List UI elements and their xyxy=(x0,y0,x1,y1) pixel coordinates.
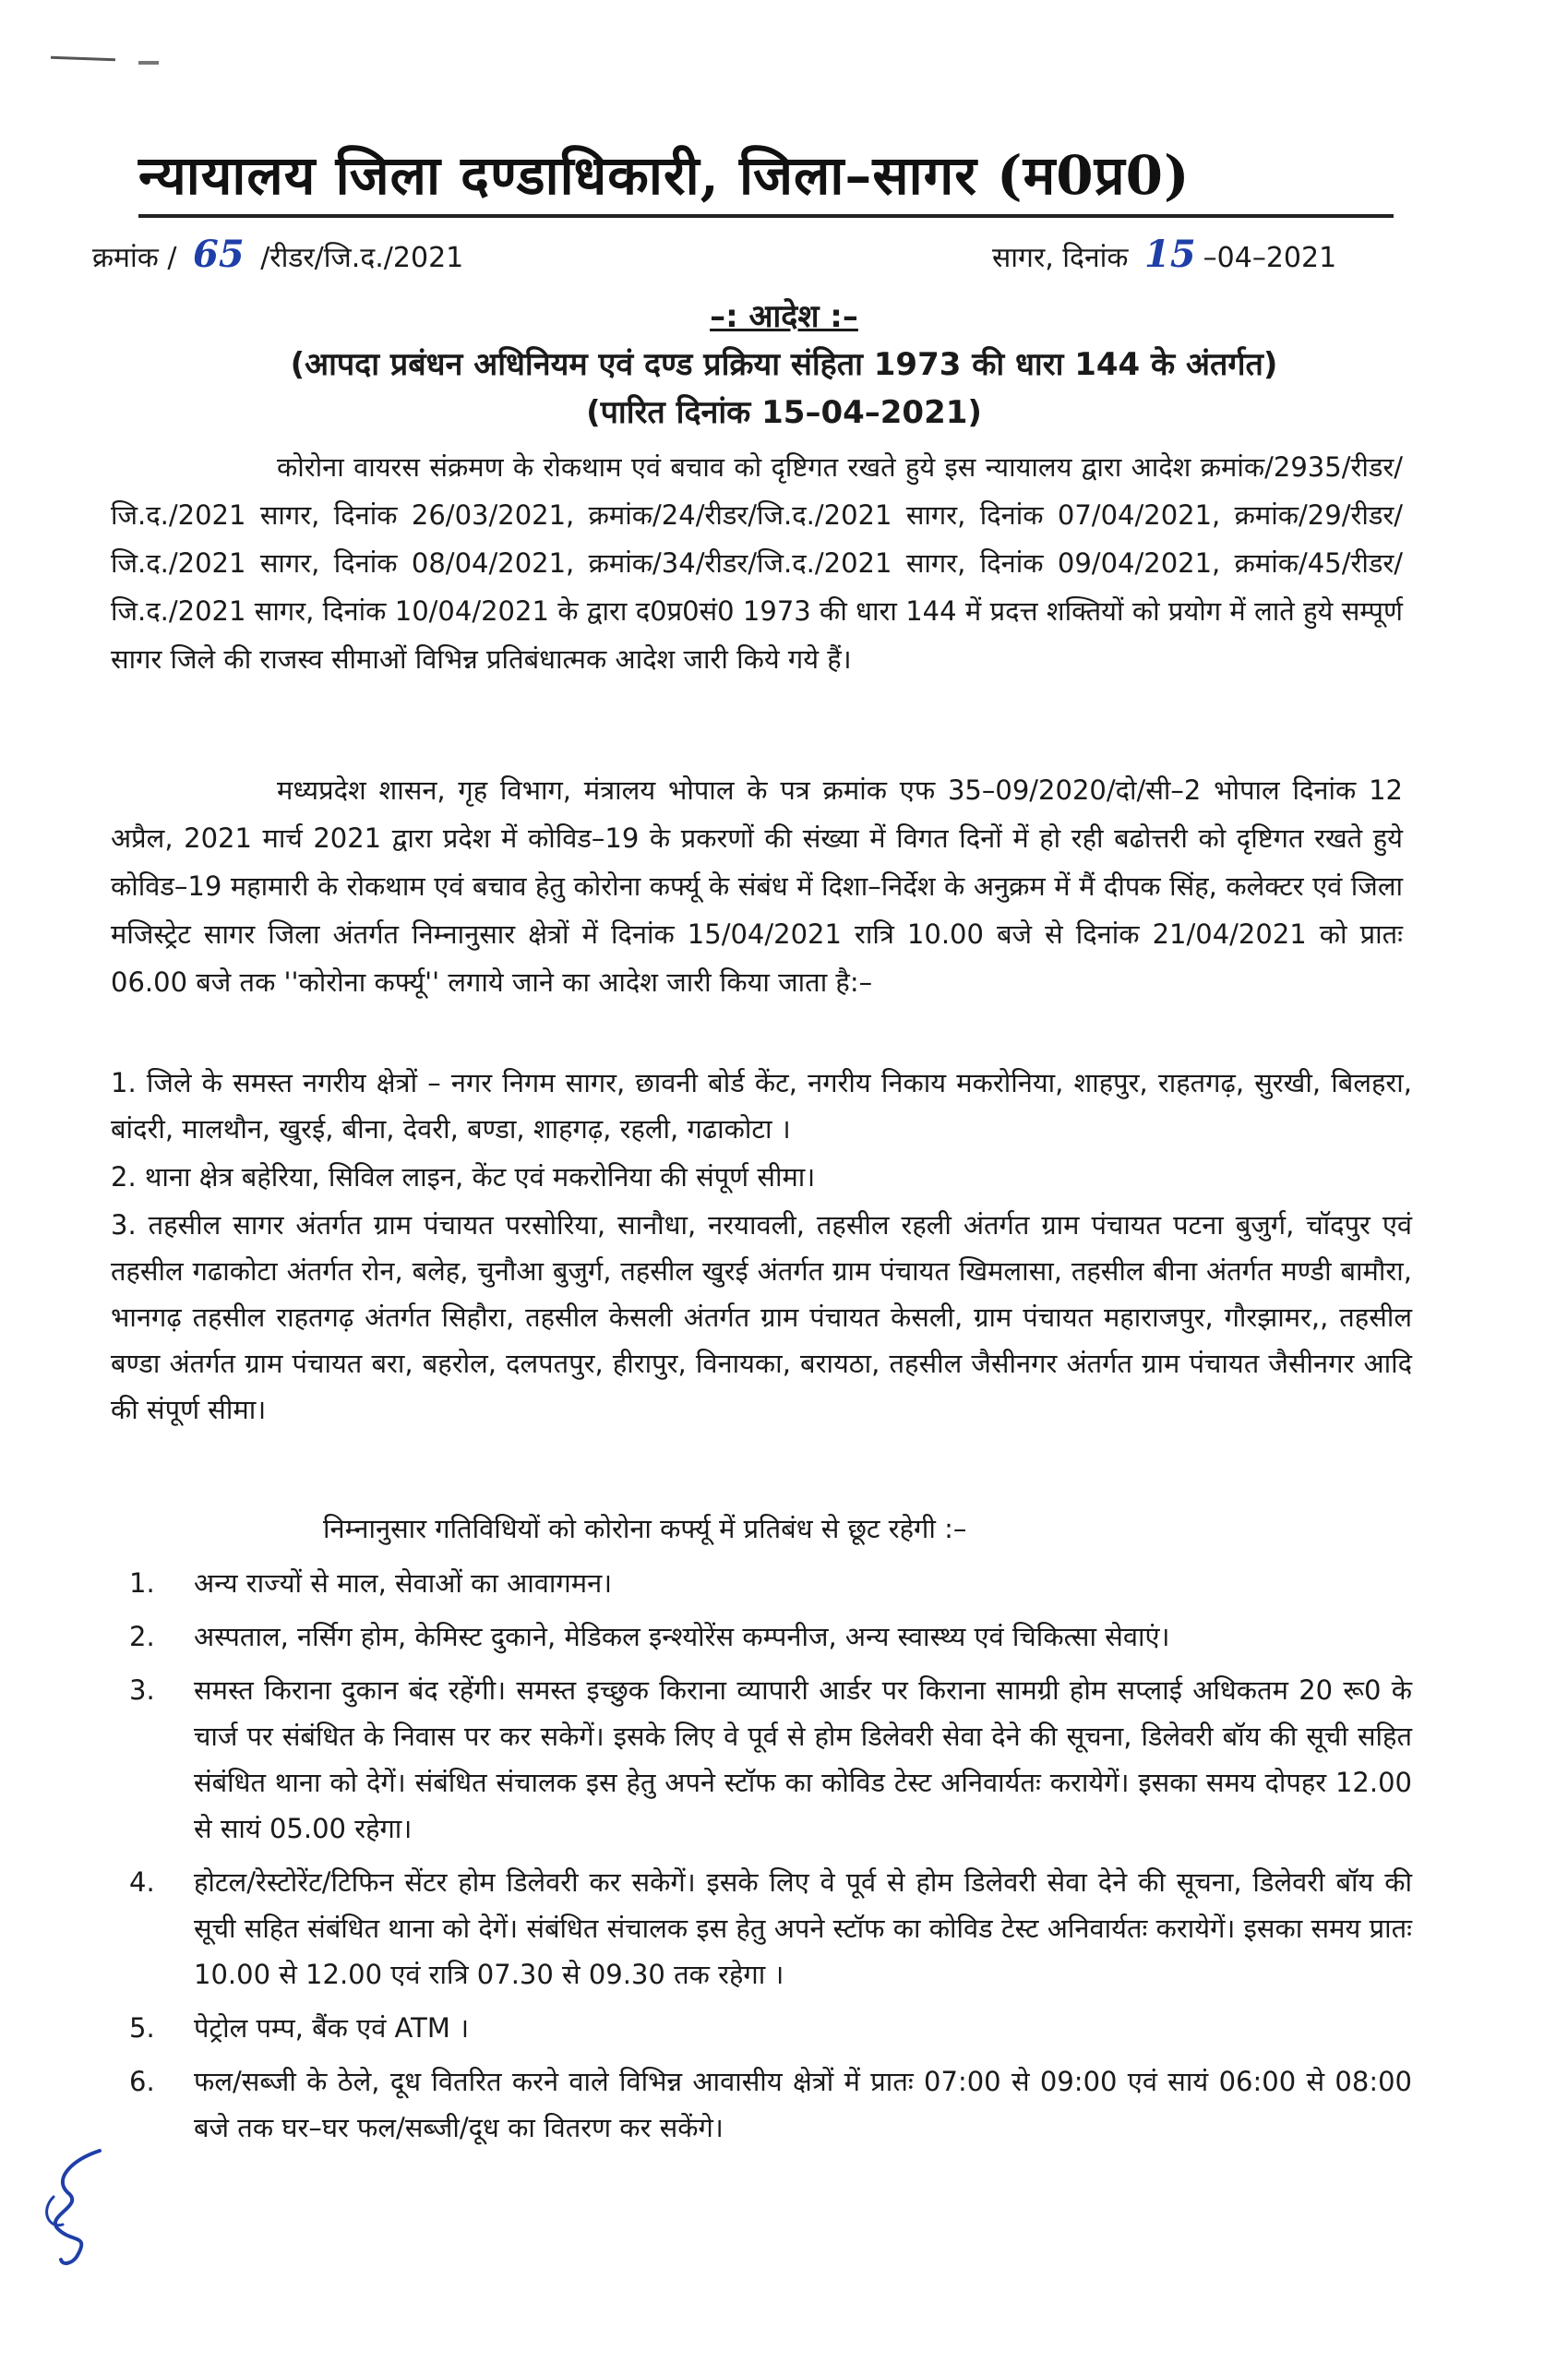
order-subheading: (आपदा प्रबंधन अधिनियम एवं दण्ड प्रक्रिया संहिता 1973 की धारा 144 के अंतर्गत) xyxy=(290,346,1278,383)
ref-prefix: क्रमांक / xyxy=(92,242,177,274)
list-item: 1. जिले के समस्त नगरीय क्षेत्रों – नगर निगम सागर, छावनी बोर्ड केंट, नगरीय निकाय मकरोनिया, शाहपुर, राहतगढ़, सुरखी, बिलहरा, बांदरी, मालथौन, खुरई, बीना, देवरी, बण्डा, शाहगढ़, रहली, गढाकोटा । xyxy=(111,1067,1412,1145)
exemption-intro: निम्नानुसार गतिविधियों को कोरोना कर्फ्यू में प्रतिबंध से छूट रहेगी :– xyxy=(323,1513,967,1544)
list-item: 4. होटल/रेस्टोरेंट/टिफिन सेंटर होम डिलेवरी कर सकेगें। इसके लिए वे पूर्व से होम डिलेवरी सेवा देने की सूचना, डिलेवरी बॉय की सूची सहित संबंधित थाना को देगें। संबंधित संचालक इस हेतु अपने स्टॉफ का कोविड टेस्ट अनिवार्यतः करायेगें। इसका समय प्रातः 10.00 से 12.00 एवं रात्रि 07.30 से 09.30 तक रहेगा । xyxy=(129,1866,1412,1990)
list-item: 2. अस्पताल, नर्सिग होम, केमिस्ट दुकाने, मेडिकल इन्श्योरेंस कम्पनीज, अन्य स्वास्थ्य एवं चिकित्सा सेवाएं। xyxy=(129,1621,1170,1652)
handwritten-signature xyxy=(35,2141,118,2271)
ref-suffix: /रीडर/जि.द./2021 xyxy=(260,242,464,274)
paragraph-curfew-order: मध्यप्रदेश शासन, गृह विभाग, मंत्रालय भोपाल के पत्र क्रमांक एफ 35–09/2020/दो/सी–2 भोपाल दिनांक 12 अप्रैल, 2021 मार्च 2021 द्वारा प्रदेश में कोविड–19 के प्रकरणों की संख्या में विगत दिनों में हो रही बढोत्तरी को दृष्टिगत रखते हुये कोविड–19 महामारी के रोकथाम एवं बचाव हेतु कोरोना कर्फ्यू के संबंध में दिशा–निर्देश के अनुक्रम में मैं दीपक सिंह, कलेक्टर एवं जिला मजिस्ट्रेट सागर जिला अंतर्गत निम्नानुसार क्षेत्रों में दिनांक 15/04/2021 रात्रि 10.00 बजे से दिनांक 21/04/2021 को प्रातः 06.00 बजे तक ''कोरोना कर्फ्यू'' लगाये जाने का आदेश जारी किया जाता है:– xyxy=(111,774,1403,998)
title-underline xyxy=(138,214,1394,218)
list-item: 3. तहसील सागर अंतर्गत ग्राम पंचायत परसोरिया, सानौधा, नरयावली, तहसील रहली अंतर्गत ग्राम पंचायत पटना बुजुर्ग, चॉदपुर एवं तहसील गढाकोटा अंतर्गत रोन, बलेह, चुनौआ बुजुर्ग, तहसील खुरई अंतर्गत ग्राम पंचायत खिमलासा, तहसील बीना अंतर्गत मण्डी बामौरा, भानगढ़ तहसील राहतगढ़ अंतर्गत सिहौरा, तहसील केसली अंतर्गत ग्राम पंचायत केसली, ग्राम पंचायत महाराजपुर, गौरझामर,, तहसील बण्डा अंतर्गत ग्राम पंचायत बरा, बहरोल, दलपतपुर, हीरापुर, विनायका, बरायठा, तहसील जैसीनगर अंतर्गत ग्राम पंचायत जैसीनगर आदि की संपूर्ण सीमा। xyxy=(111,1209,1412,1425)
paragraph-previous-orders: कोरोना वायरस संक्रमण के रोकथाम एवं बचाव को दृष्टिगत रखते हुये इस न्यायालय द्वारा आदेश क्रमांक/2935/रीडर/जि.द./2021 सागर, दिनांक 26/03/2021, क्रमांक/24/रीडर/जि.द./2021 सागर, दिनांक 07/04/2021, क्रमांक/29/रीडर/जि.द./2021 सागर, दिनांक 08/04/2021, क्रमांक/34/रीडर/जि.द./2021 सागर, दिनांक 09/04/2021, क्रमांक/45/रीडर/जि.द./2021 सागर, दिनांक 10/04/2021 के द्वारा द0प्र0सं0 1973 की धारा 144 में प्रदत्त शक्तियों को प्रयोग में लाते हुये सम्पूर्ण सागर जिले की राजस्व सीमाओं विभिन्न प्रतिबंधात्मक आदेश जारी किये गये हैं। xyxy=(111,451,1403,675)
list-item: 6. फल/सब्जी के ठेले, दूध वितरित करने वाले विभिन्न आवासीय क्षेत्रों में प्रातः 07:00 से 09:00 एवं सायं 06:00 से 08:00 बजे तक घर–घर फल/सब्जी/दूध का वितरण कर सकेंगे। xyxy=(129,2066,1412,2143)
exemptions-list xyxy=(129,1560,1412,2158)
list-item: 1. अन्य राज्यों से माल, सेवाओं का आवागमन। xyxy=(129,1567,613,1599)
reference-number xyxy=(92,233,463,276)
list-item: 5. पेट्रोल पम्प, बैंक एवं ATM । xyxy=(129,2012,470,2044)
curfew-areas-list xyxy=(111,1060,1412,1434)
list-item: 3. समस्त किराना दुकान बंद रहेंगी। समस्त इच्छुक किराना व्यापारी आर्डर पर किराना सामग्री होम सप्लाई अधिकतम 20 रू0 के चार्ज पर संबंधित के निवास पर कर सकेगें। इसके लिए वे पूर्व से होम डिलेवरी सेवा देने की सूचना, डिलेवरी बॉय की सूची सहित संबंधित थाना को देगें। संबंधित संचालक इस हेतु अपने स्टॉफ का कोविड टेस्ट अनिवार्यतः करायेगें। इसका समय दोपहर 12.00 से सायं 05.00 रहेगा। xyxy=(129,1674,1412,1844)
order-heading: –: आदेश :– xyxy=(710,298,858,335)
scan-mark xyxy=(138,61,159,65)
order-passed-date: (पारित दिनांक 15–04–2021) xyxy=(586,394,982,431)
scan-mark xyxy=(51,56,115,61)
court-title: न्यायालय जिला दण्डाधिकारी, जिला–सागर (म0प्र0) xyxy=(138,144,1191,207)
list-item: 2. थाना क्षेत्र बहेरिया, सिविल लाइन, केंट एवं मकरोनिया की संपूर्ण सीमा। xyxy=(111,1161,816,1193)
place-date xyxy=(992,233,1336,276)
date-rest: –04–2021 xyxy=(1203,242,1337,274)
place-date-prefix: सागर, दिनांक xyxy=(992,242,1129,274)
handwritten-date-day: 15 xyxy=(1144,233,1196,276)
handwritten-ref-number: 65 xyxy=(192,233,245,276)
